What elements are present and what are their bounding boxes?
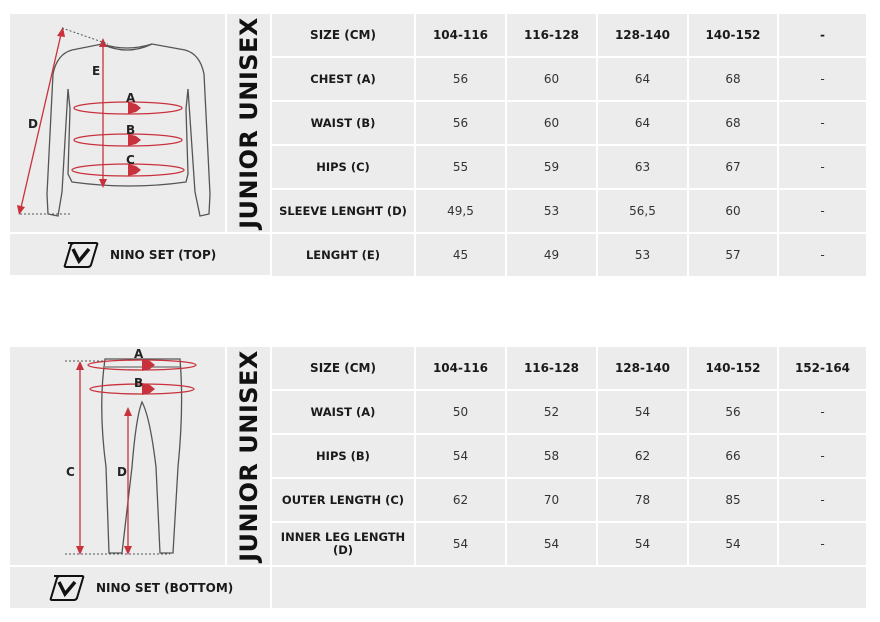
measurement-label: HIPS (B) [272, 435, 414, 477]
measurement-value: 56,5 [598, 190, 687, 232]
measurement-value: 59 [507, 146, 596, 188]
vertical-label [227, 14, 270, 232]
measurement-label: LENGHT (E) [272, 234, 414, 276]
measurement-label: WAIST (B) [272, 102, 414, 144]
measurement-value: 49,5 [416, 190, 505, 232]
measurement-value: 56 [689, 391, 777, 433]
header-size-label: SIZE (CM) [272, 347, 414, 389]
diagram-letter-a: A [134, 347, 144, 361]
measurement-value: - [779, 190, 866, 232]
header-size-range: - [779, 14, 866, 56]
diagram-letter-d: D [28, 117, 38, 131]
diagram-letter-a: A [126, 91, 136, 105]
header-size-range: 128-140 [598, 14, 687, 56]
measurement-label: CHEST (A) [272, 58, 414, 100]
header-size-range: 152-164 [779, 347, 866, 389]
top-garment-diagram [10, 14, 225, 232]
measurement-value: 68 [689, 102, 777, 144]
measurement-value: 56 [416, 58, 505, 100]
diagram-letter-e: E [92, 64, 101, 78]
header-size-range: 104-116 [416, 14, 505, 56]
measurement-value: 56 [416, 102, 505, 144]
diagram-letter-c: C [66, 465, 75, 479]
measurement-value: 54 [598, 523, 687, 565]
measurement-value: 68 [689, 58, 777, 100]
header-size-range: 140-152 [689, 347, 777, 389]
measurement-value: 62 [416, 479, 505, 521]
measurement-value: 50 [416, 391, 505, 433]
measurement-value: 67 [689, 146, 777, 188]
measurement-value: 60 [507, 102, 596, 144]
header-size-range: 116-128 [507, 14, 596, 56]
brand-label: NINO SET (TOP) [110, 247, 217, 262]
header-size-range: 140-152 [689, 14, 777, 56]
measurement-value: - [779, 234, 866, 276]
brand-row [10, 567, 270, 608]
measurement-label: HIPS (C) [272, 146, 414, 188]
measurement-value: 63 [598, 146, 687, 188]
measurement-label: INNER LEG LENGTH (D) [272, 523, 414, 565]
measurement-value: 54 [416, 523, 505, 565]
measurement-value: 53 [507, 190, 596, 232]
measurement-value: - [779, 523, 866, 565]
measurement-value: - [779, 391, 866, 433]
measurement-value: 64 [598, 102, 687, 144]
measurement-value: - [779, 146, 866, 188]
measurement-value: 64 [598, 58, 687, 100]
header-size-range: 104-116 [416, 347, 505, 389]
bottom-garment-diagram [10, 347, 225, 565]
measurement-value: 70 [507, 479, 596, 521]
measurement-value: 85 [689, 479, 777, 521]
header-size-range: 128-140 [598, 347, 687, 389]
measurement-value: 60 [507, 58, 596, 100]
diagram-letter-d: D [117, 465, 127, 479]
diagram-letter-b: B [126, 123, 136, 137]
measurement-value: 78 [598, 479, 687, 521]
measurement-value: 60 [689, 190, 777, 232]
measurement-value: 54 [598, 391, 687, 433]
measurement-value: 57 [689, 234, 777, 276]
brand-v-logo-icon [48, 574, 86, 602]
footer-bar [272, 567, 866, 608]
measurement-value: 58 [507, 435, 596, 477]
measurement-value: 54 [416, 435, 505, 477]
measurement-value: 54 [507, 523, 596, 565]
measurement-value: 62 [598, 435, 687, 477]
header-size-range: 116-128 [507, 347, 596, 389]
measurement-value: - [779, 102, 866, 144]
measurement-value: 55 [416, 146, 505, 188]
vertical-label [227, 347, 270, 565]
measurement-value: 53 [598, 234, 687, 276]
measurement-value: 52 [507, 391, 596, 433]
measurement-value: 66 [689, 435, 777, 477]
top-diagram-panel [10, 14, 225, 232]
diagram-letter-c: C [126, 153, 135, 167]
bottom-diagram-panel [10, 347, 225, 565]
measurement-value: - [779, 435, 866, 477]
measurement-value: 45 [416, 234, 505, 276]
measurement-value: - [779, 58, 866, 100]
header-size-label: SIZE (CM) [272, 14, 414, 56]
measurement-value: 54 [689, 523, 777, 565]
brand-label: NINO SET (BOTTOM) [96, 580, 234, 595]
vertical-label-text: JUNIOR UNISEX [234, 350, 263, 562]
brand-row [10, 234, 270, 275]
measurement-value: 49 [507, 234, 596, 276]
brand-v-logo-icon [62, 241, 100, 269]
measurement-label: SLEEVE LENGHT (D) [272, 190, 414, 232]
measurement-value: - [779, 479, 866, 521]
measurement-label: WAIST (A) [272, 391, 414, 433]
diagram-letter-b: B [134, 376, 144, 390]
vertical-label-text: JUNIOR UNISEX [234, 17, 263, 229]
measurement-label: OUTER LENGTH (C) [272, 479, 414, 521]
